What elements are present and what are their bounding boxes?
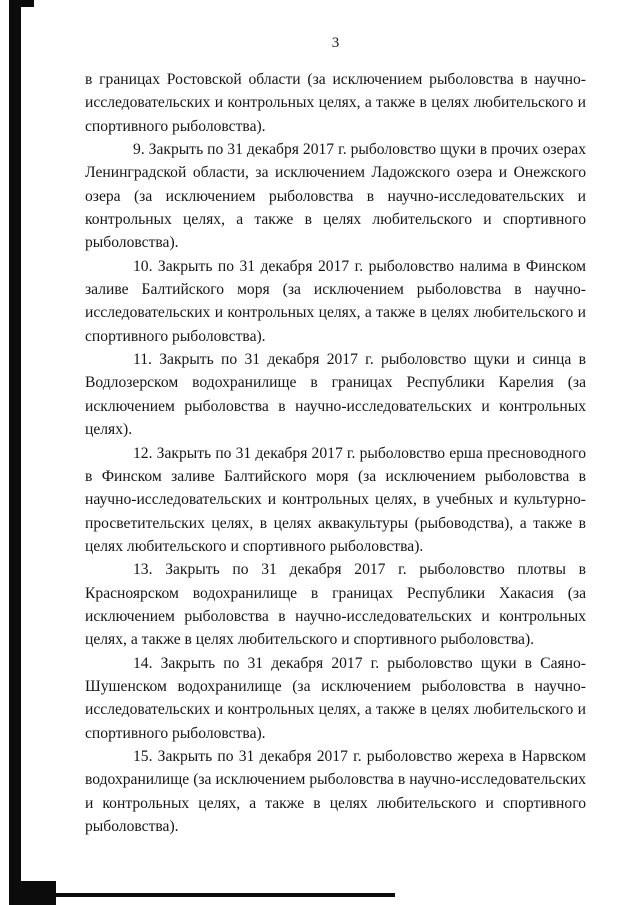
scan-border-top-left — [9, 0, 34, 7]
paragraph-item-11: 11. Закрыть по 31 декабря 2017 г. рыболовство щуки и синца в Водлозерском водохранилище в границах Республики Карелия (за исключением рыболовства в научно-исследовательских и контрольных целях). — [85, 351, 586, 439]
scan-border-bottom — [9, 893, 395, 897]
page-number: 3 — [331, 35, 340, 51]
paragraph-item-13: 13. Закрыть по 31 декабря 2017 г. рыболовство плотвы в Красноярском водохранилище в границах Республики Хакасия (за исключением рыболовства в научно-исследовательских и контрольных целях, а также в целях любительского и спортивного рыболовства). — [85, 561, 586, 649]
scan-border-left — [9, 0, 21, 905]
paragraph-item-14: 14. Закрыть по 31 декабря 2017 г. рыболовство щуки в Саяно-Шушенском водохранилище (за исключением рыболовства в научно-исследовательских и контрольных целях, а также в целях любительского и спортивного рыболовства). — [85, 654, 586, 742]
paragraph-item-12: 12. Закрыть по 31 декабря 2017 г. рыболовство ерша пресноводного в Финском заливе Балтийского моря (за исключением рыболовства в научно-исследовательских и контрольных целях, в учебных и культурно-просветительских целях, в целях аквакультуры (рыбоводства), а также в целях любительского и спортивного рыболовства). — [85, 444, 586, 555]
text-block — [85, 68, 586, 838]
paragraph-item-15: 15. Закрыть по 31 декабря 2017 г. рыболовство жереха в Нарвском водохранилище (за исключением рыболовства в научно-исследовательских и контрольных целях, а также в целях любительского и спортивного рыболовства). — [85, 747, 586, 835]
paragraph-item-10: 10. Закрыть по 31 декабря 2017 г. рыболовство налима в Финском заливе Балтийского моря (за исключением рыболовства в научно-исследовательских и контрольных целях, а также в целях любительского и спортивного рыболовства). — [85, 257, 586, 345]
paragraph-item-9: 9. Закрыть по 31 декабря 2017 г. рыболовство щуки в прочих озерах Ленинградской области, за исключением Ладожского озера и Онежского озера (за исключением рыболовства в научно-исследовательских и контрольных целях, а также в целях любительского и спортивного рыболовства). — [85, 141, 586, 252]
paragraph-continuation: в границах Ростовской области (за исключением рыболовства в научно-исследовательских и контрольных целях, а также в целях любительского и спортивного рыболовства). — [85, 71, 586, 135]
page-content — [85, 34, 586, 838]
